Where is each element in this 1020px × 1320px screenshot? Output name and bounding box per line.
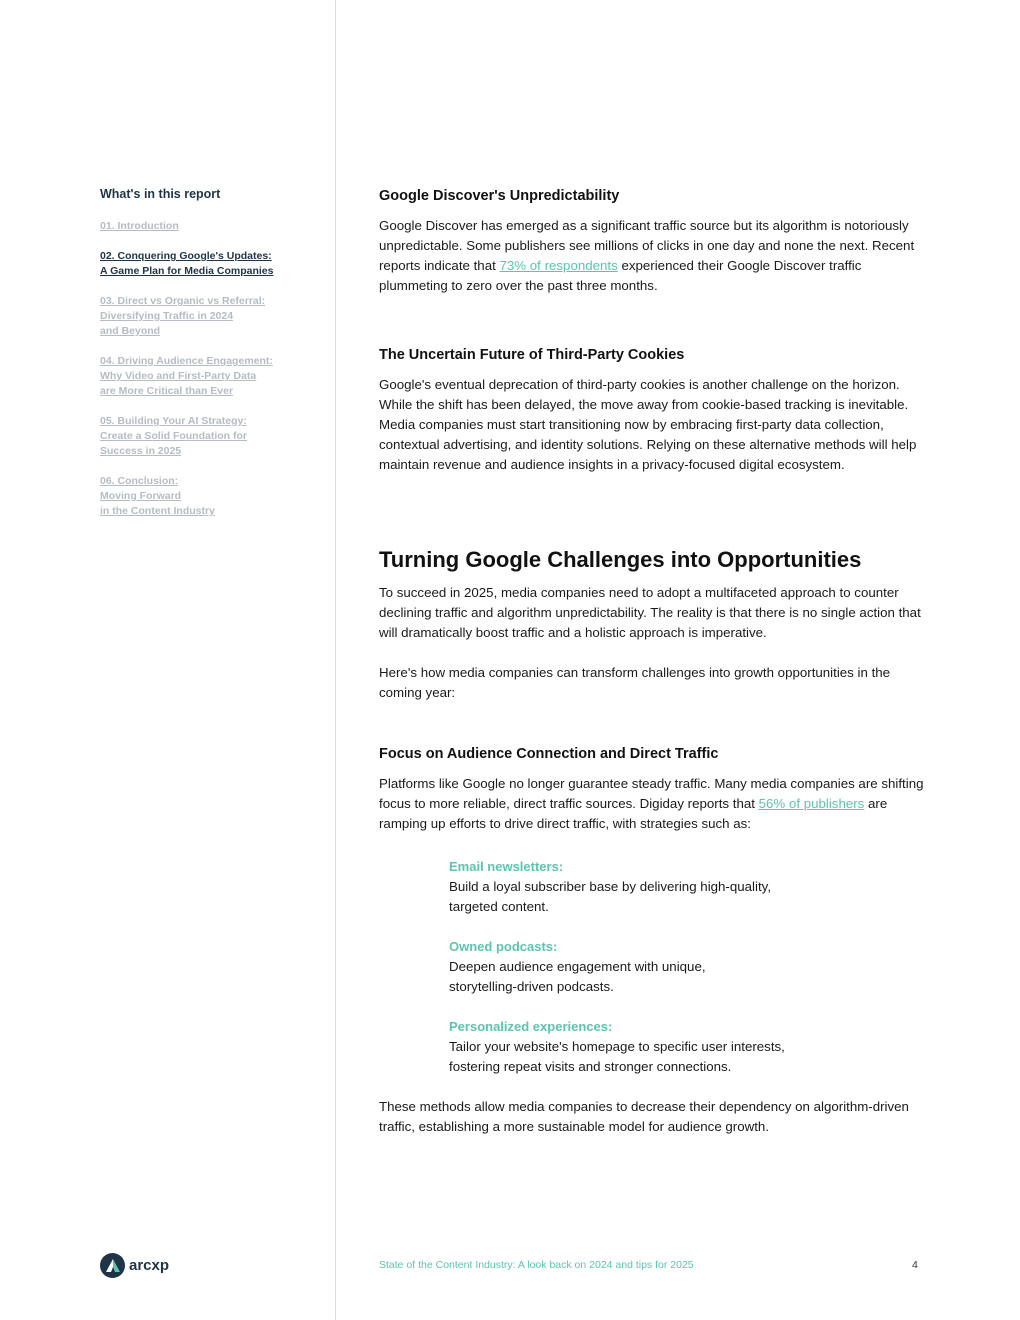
toc-line: in the Content Industry xyxy=(100,505,215,517)
toc-line: are More Critical than Ever xyxy=(100,385,234,397)
toc-title: What's in this report xyxy=(100,187,221,201)
paragraph xyxy=(379,774,924,834)
section-heading: Google Discover's Unpredictability xyxy=(379,188,620,204)
bullet-email-newsletters xyxy=(449,857,849,917)
paragraph: Google's eventual deprecation of third-party cookies is another challenge on the horizon. While the shift has been delayed, the move away from cookie-based tracking is inevitable. Media companies must start transitioning now by embracing first-party data collection, contextual advertising, and identity solutions. Relying on these alternative methods will help maintain revenue and audience insights in a privacy-focused digital ecosystem. xyxy=(379,377,917,472)
toc-line: Success in 2025 xyxy=(100,445,182,457)
respondents-link[interactable]: 73% of respondents xyxy=(499,258,618,273)
paragraph: These methods allow media companies to decrease their dependency on algorithm-driven traffic, establishing a more sustainable model for audience growth. xyxy=(379,1099,909,1134)
toc-line: Moving Forward xyxy=(100,490,182,502)
section-heading: The Uncertain Future of Third-Party Cookies xyxy=(379,347,685,363)
section-cookies xyxy=(379,347,924,475)
bullet-text: Deepen audience engagement with unique, storytelling-driven podcasts. xyxy=(449,959,706,994)
closing-paragraph-section xyxy=(379,1097,924,1137)
toc-item-conclusion[interactable] xyxy=(100,474,320,519)
toc-item-ai-strategy[interactable] xyxy=(100,414,320,459)
text: Google Discover has emerged as a significant traffic source but its algorithm is notoriously unpredictable. Some publishers see millions of clicks in one day and none the next. Recent reports indicate that xyxy=(379,218,915,273)
logo-wordmark: arcxp xyxy=(129,1257,170,1274)
bullet-owned-podcasts xyxy=(449,937,849,997)
text: are ramping up efforts to drive direct traffic, with strategies such as: xyxy=(379,796,888,831)
footer-title: State of the Content Industry: A look back on 2024 and tips for 2025 xyxy=(379,1259,694,1271)
paragraph: To succeed in 2025, media companies need to adopt a multifaceted approach to counter declining traffic and algorithm unpredictability. The reality is that there is no single action that will dramatically boost traffic and a holistic approach is imperative. xyxy=(379,585,921,640)
toc-line: Create a Solid Foundation for xyxy=(100,430,248,442)
bullet-title: Owned podcasts: xyxy=(449,939,558,954)
text: experienced their Google Discover traffic plummeting to zero over the past three months. xyxy=(379,258,862,293)
toc-item-traffic[interactable] xyxy=(100,294,320,339)
text: Platforms like Google no longer guarantee steady traffic. Many media companies are shifting focus to more reliable, direct traffic sources. Digiday reports that xyxy=(379,776,924,811)
bullet-title: Email newsletters: xyxy=(449,859,564,874)
paragraph: Here's how media companies can transform challenges into growth opportunities in the coming year: xyxy=(379,665,891,700)
toc-line: 03. Direct vs Organic vs Referral: xyxy=(100,295,266,307)
toc-line: Diversifying Traffic in 2024 xyxy=(100,310,234,322)
main-heading: Turning Google Challenges into Opportunities xyxy=(379,547,862,572)
logo-mark-icon xyxy=(100,1253,125,1278)
toc-line: 01. Introduction xyxy=(100,220,179,232)
toc-line: Why Video and First-Party Data xyxy=(100,370,257,382)
section-google-discover xyxy=(379,188,924,296)
bullet-title: Personalized experiences: xyxy=(449,1019,613,1034)
toc-line: A Game Plan for Media Companies xyxy=(100,265,274,277)
bullet-personalized-experiences xyxy=(449,1017,849,1077)
toc-item-engagement[interactable] xyxy=(100,354,320,399)
section-heading: Focus on Audience Connection and Direct Traffic xyxy=(379,746,719,762)
section-opportunities xyxy=(379,547,924,703)
publishers-link[interactable]: 56% of publishers xyxy=(758,796,865,811)
section-direct-traffic xyxy=(379,746,924,834)
bullet-text: Tailor your website's homepage to specific user interests, fostering repeat visits and stronger connections. xyxy=(449,1039,785,1074)
toc-line: 02. Conquering Google's Updates: xyxy=(100,250,272,262)
toc-line: and Beyond xyxy=(100,325,161,337)
toc-item-google-updates[interactable] xyxy=(100,249,320,279)
paragraph xyxy=(379,216,924,296)
table-of-contents xyxy=(100,187,320,534)
toc-line: 05. Building Your AI Strategy: xyxy=(100,415,247,427)
column-divider xyxy=(335,0,336,1320)
toc-item-introduction[interactable] xyxy=(100,219,320,234)
toc-line: 04. Driving Audience Engagement: xyxy=(100,355,273,367)
toc-line: 06. Conclusion: xyxy=(100,475,179,487)
bullet-text: Build a loyal subscriber base by delivering high-quality, targeted content. xyxy=(449,879,772,914)
arcxp-logo xyxy=(100,1253,169,1278)
page-number: 4 xyxy=(912,1259,918,1271)
